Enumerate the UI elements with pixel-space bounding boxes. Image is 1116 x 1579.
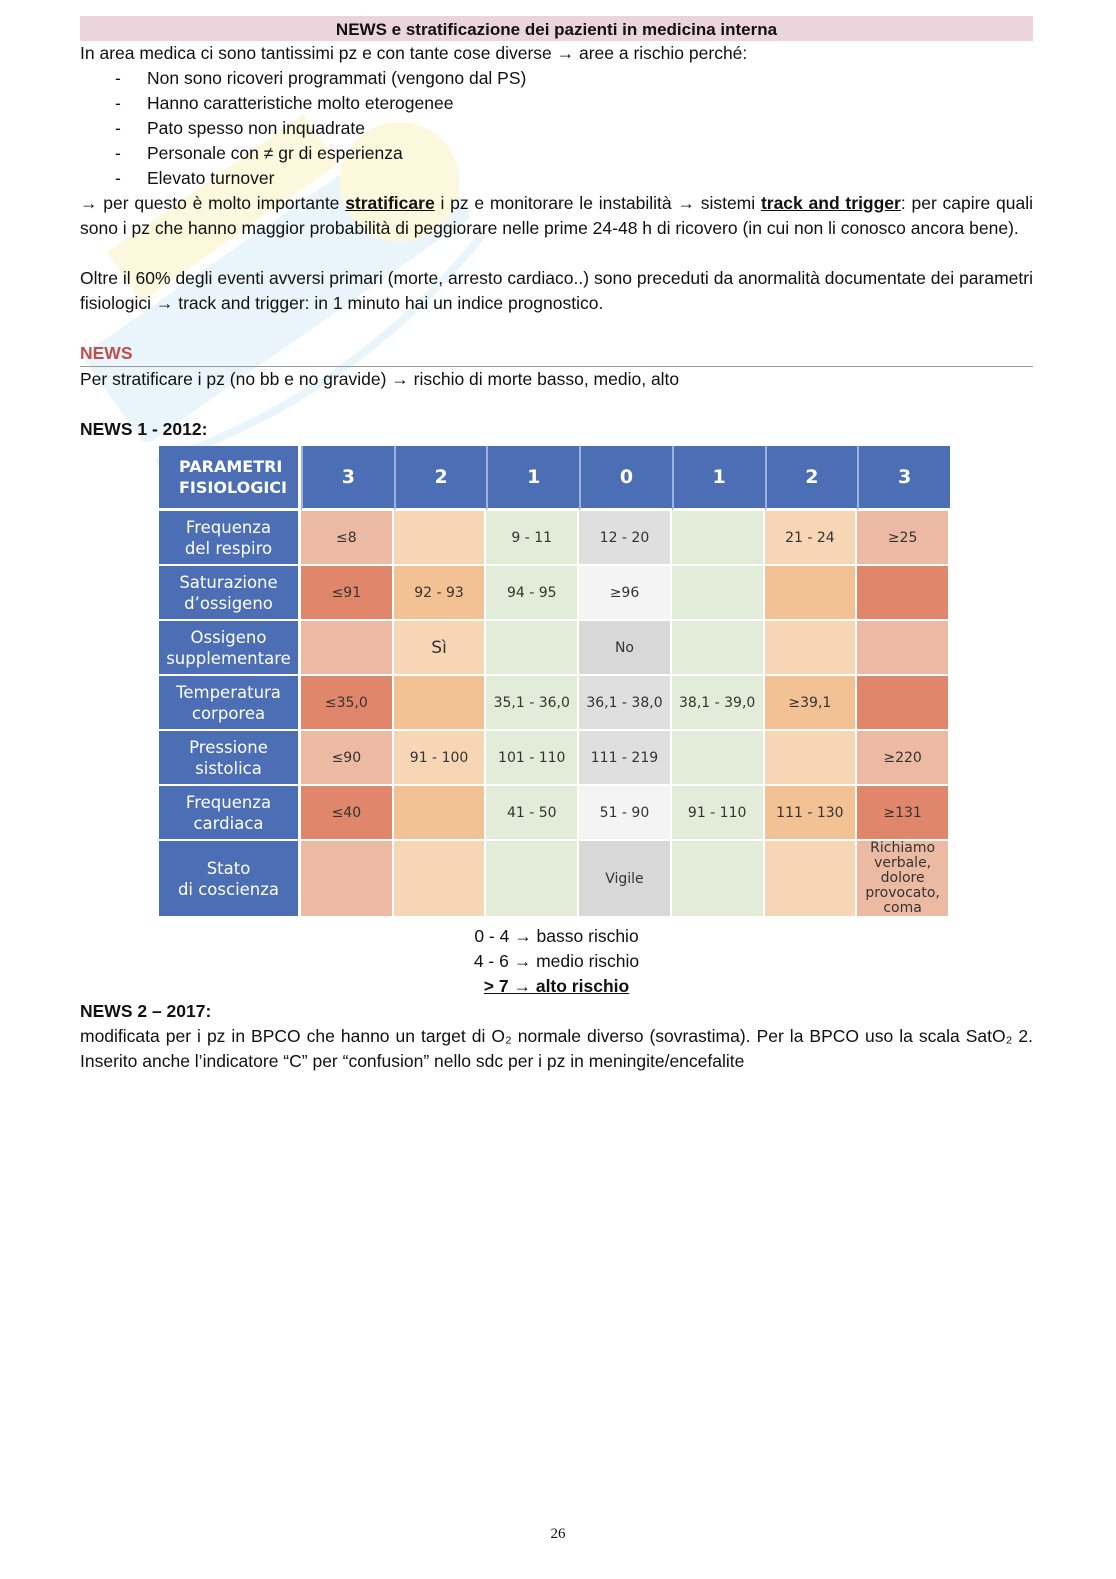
news-score-table (159, 446, 950, 918)
table-cell (394, 676, 487, 731)
table-cell: Sì (394, 621, 487, 676)
table-cell: 51 - 90 (579, 786, 672, 841)
table-cell (672, 621, 765, 676)
table-cell: 92 - 93 (394, 566, 487, 621)
score-header: 3 (301, 446, 394, 511)
table-cell: 94 - 95 (486, 566, 579, 621)
table-row (159, 511, 950, 566)
table-cell: 35,1 - 36,0 (486, 676, 579, 731)
table-cell: ≥39,1 (765, 676, 858, 731)
row-label: Ossigeno supplementare (159, 621, 301, 676)
keyword-stratificare: stratificare (345, 193, 435, 213)
table-cell (394, 841, 487, 918)
table-cell (857, 566, 950, 621)
table-cell (394, 786, 487, 841)
news-score-table-wrapper (159, 446, 950, 918)
page-title: NEWS e stratificazione dei pazienti in medicina interna (80, 16, 1033, 41)
table-cell (765, 621, 858, 676)
row-label: Temperatura corporea (159, 676, 301, 731)
table-cell: 101 - 110 (486, 731, 579, 786)
stratification-paragraph: → per questo è molto importante stratificare i pz e monitorare le instabilità → sistemi track and trigger: per capire quali sono i pz che hanno maggior probabilità di peggiorare nelle prime 24-48 h di ricovero (in cui non li conosco ancora bene). (80, 193, 1033, 238)
list-item: - Hanno caratteristiche molto eterogenee (80, 91, 1033, 116)
table-cell: 91 - 110 (672, 786, 765, 841)
legend-medium: 4 - 6 → medio rischio (473, 951, 640, 971)
table-cell: 12 - 20 (579, 511, 672, 566)
adverse-events-paragraph: Oltre il 60% degli eventi avversi primari (morte, arresto cardiaco..) sono preceduti da anormalità documentate dei parametri fisiologici → track and trigger: in 1 minuto hai un indice prognostico. (80, 268, 1033, 313)
score-header: 3 (857, 446, 950, 511)
score-header: 1 (486, 446, 579, 511)
list-item: - Elevato turnover (80, 166, 1033, 191)
keyword-track-and-trigger: track and trigger (760, 193, 901, 213)
table-row (159, 676, 950, 731)
table-cell: ≤90 (301, 731, 394, 786)
table-row (159, 621, 950, 676)
table-cell: ≥220 (857, 731, 950, 786)
table-cell: 111 - 130 (765, 786, 858, 841)
table-cell: 38,1 - 39,0 (672, 676, 765, 731)
row-label: Saturazione d’ossigeno (159, 566, 301, 621)
table-cell (765, 841, 858, 918)
table-cell: ≤91 (301, 566, 394, 621)
table-cell: 41 - 50 (486, 786, 579, 841)
table-cell: 111 - 219 (579, 731, 672, 786)
row-label: Stato di coscienza (159, 841, 301, 918)
table-header-row (159, 446, 950, 511)
table-cell (672, 566, 765, 621)
table-cell: 21 - 24 (765, 511, 858, 566)
table-cell: ≤35,0 (301, 676, 394, 731)
table-cell: ≤40 (301, 786, 394, 841)
row-label: Frequenza del respiro (159, 511, 301, 566)
table-cell (486, 841, 579, 918)
table-cell: Richiamo verbale, dolore provocato, coma (857, 841, 950, 918)
table-row (159, 786, 950, 841)
section-heading-news: NEWS (80, 341, 1033, 367)
row-label: Pressione sistolica (159, 731, 301, 786)
table-cell: ≤8 (301, 511, 394, 566)
table-cell (857, 676, 950, 731)
table-row (159, 566, 950, 621)
table-row (159, 731, 950, 786)
risk-reasons-list (80, 66, 1033, 191)
table-cell: 9 - 11 (486, 511, 579, 566)
score-header: 1 (672, 446, 765, 511)
table-cell (672, 841, 765, 918)
table-row (159, 841, 950, 918)
legend-high: > 7 → alto rischio (483, 976, 630, 996)
table-cell (486, 621, 579, 676)
score-header: 2 (394, 446, 487, 511)
table-cell: 36,1 - 38,0 (579, 676, 672, 731)
list-item: - Pato spesso non inquadrate (80, 116, 1033, 141)
table-cell (394, 511, 487, 566)
table-cell: ≥131 (857, 786, 950, 841)
table-cell (857, 621, 950, 676)
list-item: - Non sono ricoveri programmati (vengono dal PS) (80, 66, 1033, 91)
intro-text: In area medica ci sono tantissimi pz e con tante cose diverse → aree a rischio perché: (80, 43, 748, 63)
table-cell: ≥96 (579, 566, 672, 621)
news2-heading: NEWS 2 – 2017: (80, 1001, 212, 1021)
score-header: 0 (579, 446, 672, 511)
table-cell: 91 - 100 (394, 731, 487, 786)
table-cell (765, 731, 858, 786)
table-cell: No (579, 621, 672, 676)
news1-heading: NEWS 1 - 2012: (80, 419, 208, 439)
news-intro-text: Per stratificare i pz (no bb e no gravide) → rischio di morte basso, medio, alto (80, 369, 680, 389)
row-label: Frequenza cardiaca (159, 786, 301, 841)
page-number: 26 (550, 1526, 566, 1542)
table-cell (765, 566, 858, 621)
score-header: 2 (765, 446, 858, 511)
table-cell (301, 621, 394, 676)
page-content (80, 16, 1033, 1074)
legend-low: 0 - 4 → basso rischio (474, 926, 639, 946)
risk-legend (80, 924, 1033, 999)
table-cell (672, 731, 765, 786)
list-item: - Personale con ≠ gr di esperienza (80, 141, 1033, 166)
table-cell: ≥25 (857, 511, 950, 566)
table-cell: Vigile (579, 841, 672, 918)
param-column-header: PARAMETRI FISIOLOGICI (159, 446, 301, 511)
table-cell (301, 841, 394, 918)
news2-text: modificata per i pz in BPCO che hanno un target di O₂ normale diverso (sovrastima). Per la BPCO uso la scala SatO₂ 2. Inserito anche l’indicatore “C” per “confusion” nello sdc per i pz in meningite/encefalite (80, 1026, 1033, 1071)
table-cell (672, 511, 765, 566)
